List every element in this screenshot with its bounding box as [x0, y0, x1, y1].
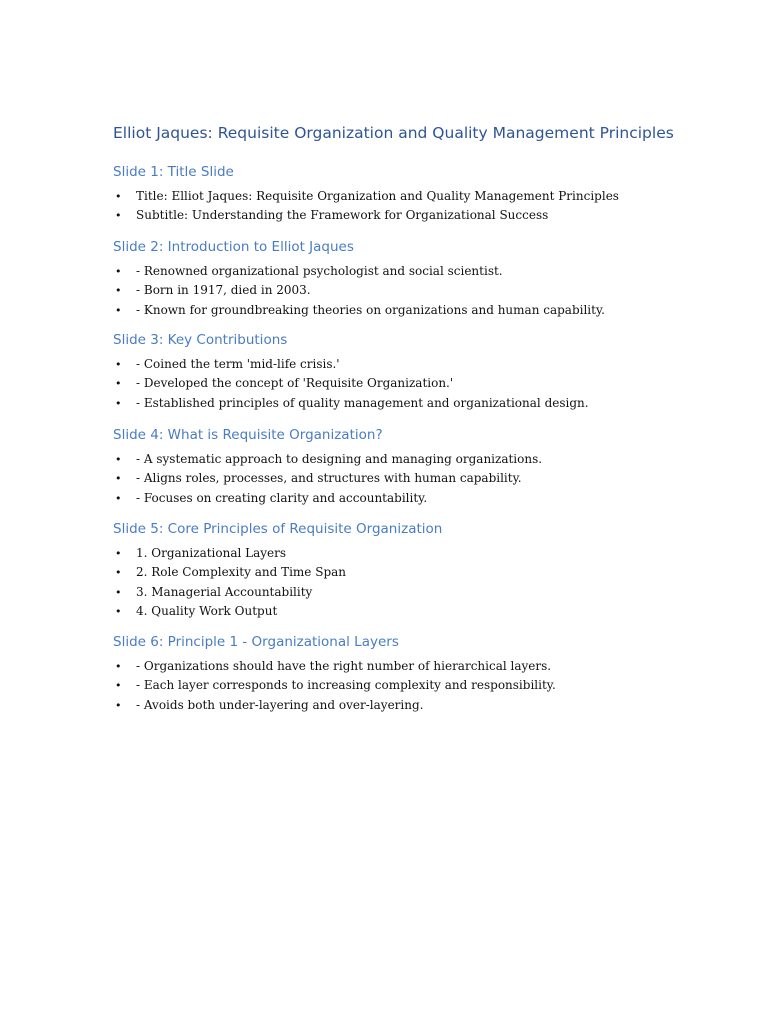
section-heading: Slide 4: What is Requisite Organization?	[113, 427, 383, 443]
bullet-icon: •	[115, 604, 122, 618]
section-heading: Slide 5: Core Principles of Requisite Organization	[113, 521, 443, 537]
bullet-list	[113, 355, 589, 413]
bullet-icon: •	[115, 679, 122, 693]
bullet-icon: •	[115, 547, 122, 560]
bullet-icon: •	[115, 190, 122, 203]
bullet-icon: •	[115, 377, 122, 391]
list-item	[113, 394, 589, 413]
bullet-icon: •	[115, 396, 122, 410]
bullet-icon: •	[115, 660, 122, 673]
list-item-text: - Born in 1917, died in 2003.	[136, 283, 311, 298]
bullet-icon: •	[115, 265, 122, 278]
section-slide-2	[113, 238, 605, 320]
section-heading: Slide 1: Title Slide	[113, 164, 234, 180]
list-item-text: Title: Elliot Jaques: Requisite Organization and Quality Management Principles	[136, 189, 619, 203]
bullet-icon: •	[115, 472, 122, 486]
list-item	[113, 696, 556, 715]
list-item	[113, 583, 442, 602]
list-item-text: 2. Role Complexity and Time Span	[136, 565, 347, 580]
list-item	[113, 355, 589, 374]
bullet-icon: •	[115, 491, 122, 505]
list-item	[113, 450, 542, 469]
list-item	[113, 262, 605, 281]
list-item-text: - Established principles of quality management and organizational design.	[136, 395, 589, 410]
document-title: Elliot Jaques: Requisite Organization and Quality Management Principles	[113, 124, 674, 142]
list-item-text: - Developed the concept of 'Requisite Organization.'	[136, 376, 454, 391]
list-item-text: - Known for groundbreaking theories on organizations and human capability.	[136, 302, 605, 317]
list-item	[113, 469, 542, 488]
list-item-text: - Coined the term 'mid-life crisis.'	[136, 357, 340, 371]
bullet-list	[113, 187, 619, 226]
section-slide-5	[113, 520, 442, 621]
section-slide-6	[113, 633, 556, 715]
section-slide-4	[113, 426, 542, 508]
list-item	[113, 281, 605, 300]
section-slide-1	[113, 163, 619, 226]
list-item-text: 4. Quality Work Output	[136, 603, 278, 618]
bullet-icon: •	[115, 698, 122, 712]
list-item-text: - Avoids both under-layering and over-layering.	[136, 697, 424, 712]
list-item-text: 3. Managerial Accountability	[136, 584, 313, 599]
bullet-icon: •	[115, 358, 122, 371]
bullet-icon: •	[115, 585, 122, 599]
list-item	[113, 676, 556, 695]
list-item	[113, 602, 442, 621]
list-item	[113, 489, 542, 508]
bullet-icon: •	[115, 453, 122, 466]
list-item-text: - Organizations should have the right number of hierarchical layers.	[136, 659, 552, 673]
section-heading: Slide 6: Principle 1 - Organizational Layers	[113, 634, 399, 650]
list-item	[113, 374, 589, 393]
bullet-list	[113, 262, 605, 320]
list-item	[113, 206, 619, 225]
list-item-text: - Each layer corresponds to increasing complexity and responsibility.	[136, 678, 556, 693]
list-item	[113, 563, 442, 582]
list-item-text: - Aligns roles, processes, and structures with human capability.	[136, 471, 522, 486]
section-slide-3	[113, 331, 589, 413]
list-item-text: Subtitle: Understanding the Framework for Organizational Success	[136, 208, 549, 223]
list-item-text: - Focuses on creating clarity and accountability.	[136, 490, 428, 505]
bullet-icon: •	[115, 566, 122, 580]
section-heading: Slide 3: Key Contributions	[113, 332, 288, 348]
bullet-icon: •	[115, 284, 122, 298]
list-item-text: 1. Organizational Layers	[136, 546, 287, 560]
list-item-text: - A systematic approach to designing and managing organizations.	[136, 452, 543, 466]
section-heading: Slide 2: Introduction to Elliot Jaques	[113, 239, 354, 255]
bullet-icon: •	[115, 303, 122, 317]
bullet-list	[113, 657, 556, 715]
list-item	[113, 187, 619, 206]
bullet-icon: •	[115, 209, 122, 223]
bullet-list	[113, 544, 442, 621]
list-item	[113, 657, 556, 676]
bullet-list	[113, 450, 542, 508]
list-item	[113, 544, 442, 563]
list-item	[113, 301, 605, 320]
list-item-text: - Renowned organizational psychologist and social scientist.	[136, 264, 503, 278]
